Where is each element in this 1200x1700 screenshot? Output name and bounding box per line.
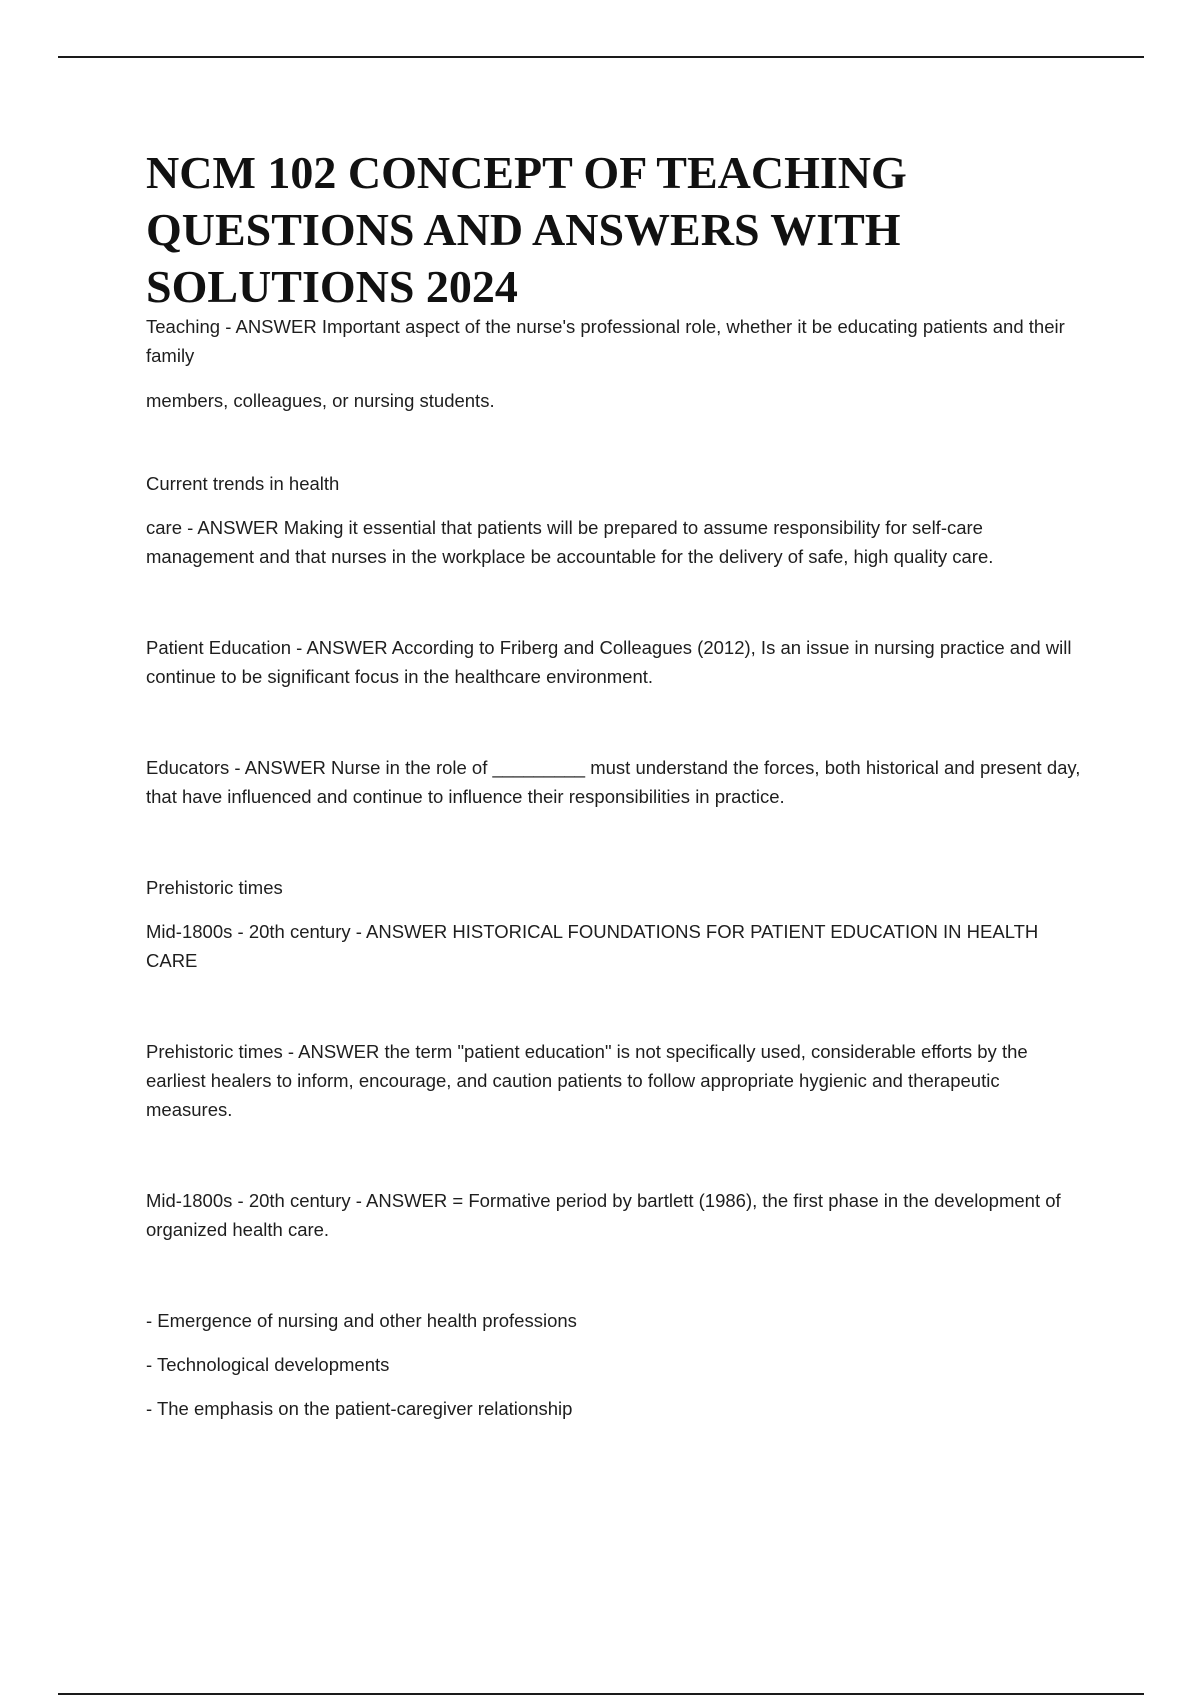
paragraph-prehistoric-term: Prehistoric times [146,877,283,898]
title-line: NCM 102 CONCEPT OF TEACHING [146,147,907,198]
list-item: - Technological developments [146,1354,390,1375]
top-rule [58,56,1144,58]
bottom-rule [58,1693,1144,1695]
paragraph-educators: Educators - ANSWER Nurse in the role of _________ must understand the forces, both historical and present day, that have influenced and continue to influence their responsibilities in practice. [146,757,1081,807]
document-body [146,312,1086,1423]
paragraph-current-trends-term: Current trends in health [146,473,340,494]
list-item: - The emphasis on the patient-caregiver relationship [146,1398,573,1419]
document-title [146,144,1106,315]
paragraph-formative-period: Mid-1800s - 20th century - ANSWER = Formative period by bartlett (1986), the first phase in the development of organized health care. [146,1190,1061,1240]
paragraph-current-trends-answer: care - ANSWER Making it essential that patients will be prepared to assume responsibility for self-care management and that nurses in the workplace be accountable for the delivery of safe, high quality care. [146,517,994,567]
list-item: - Emergence of nursing and other health professions [146,1310,577,1331]
paragraph-prehistoric-answer: Prehistoric times - ANSWER the term "patient education" is not specifically used, considerable efforts by the earliest healers to inform, encourage, and caution patients to follow appropriate hygienic and therapeutic measures. [146,1041,1028,1120]
title-line: SOLUTIONS 2024 [146,261,518,312]
paragraph-patient-education: Patient Education - ANSWER According to Friberg and Colleagues (2012), Is an issue in nursing practice and will continue to be significant focus in the healthcare environment. [146,637,1072,687]
paragraph-historical-foundations: Mid-1800s - 20th century - ANSWER HISTORICAL FOUNDATIONS FOR PATIENT EDUCATION IN HEALTH CARE [146,921,1039,971]
paragraph-teaching-cont: members, colleagues, or nursing students. [146,390,495,411]
title-line: QUESTIONS AND ANSWERS WITH [146,204,901,255]
paragraph-teaching: Teaching - ANSWER Important aspect of the nurse's professional role, whether it be educating patients and their family [146,316,1065,366]
